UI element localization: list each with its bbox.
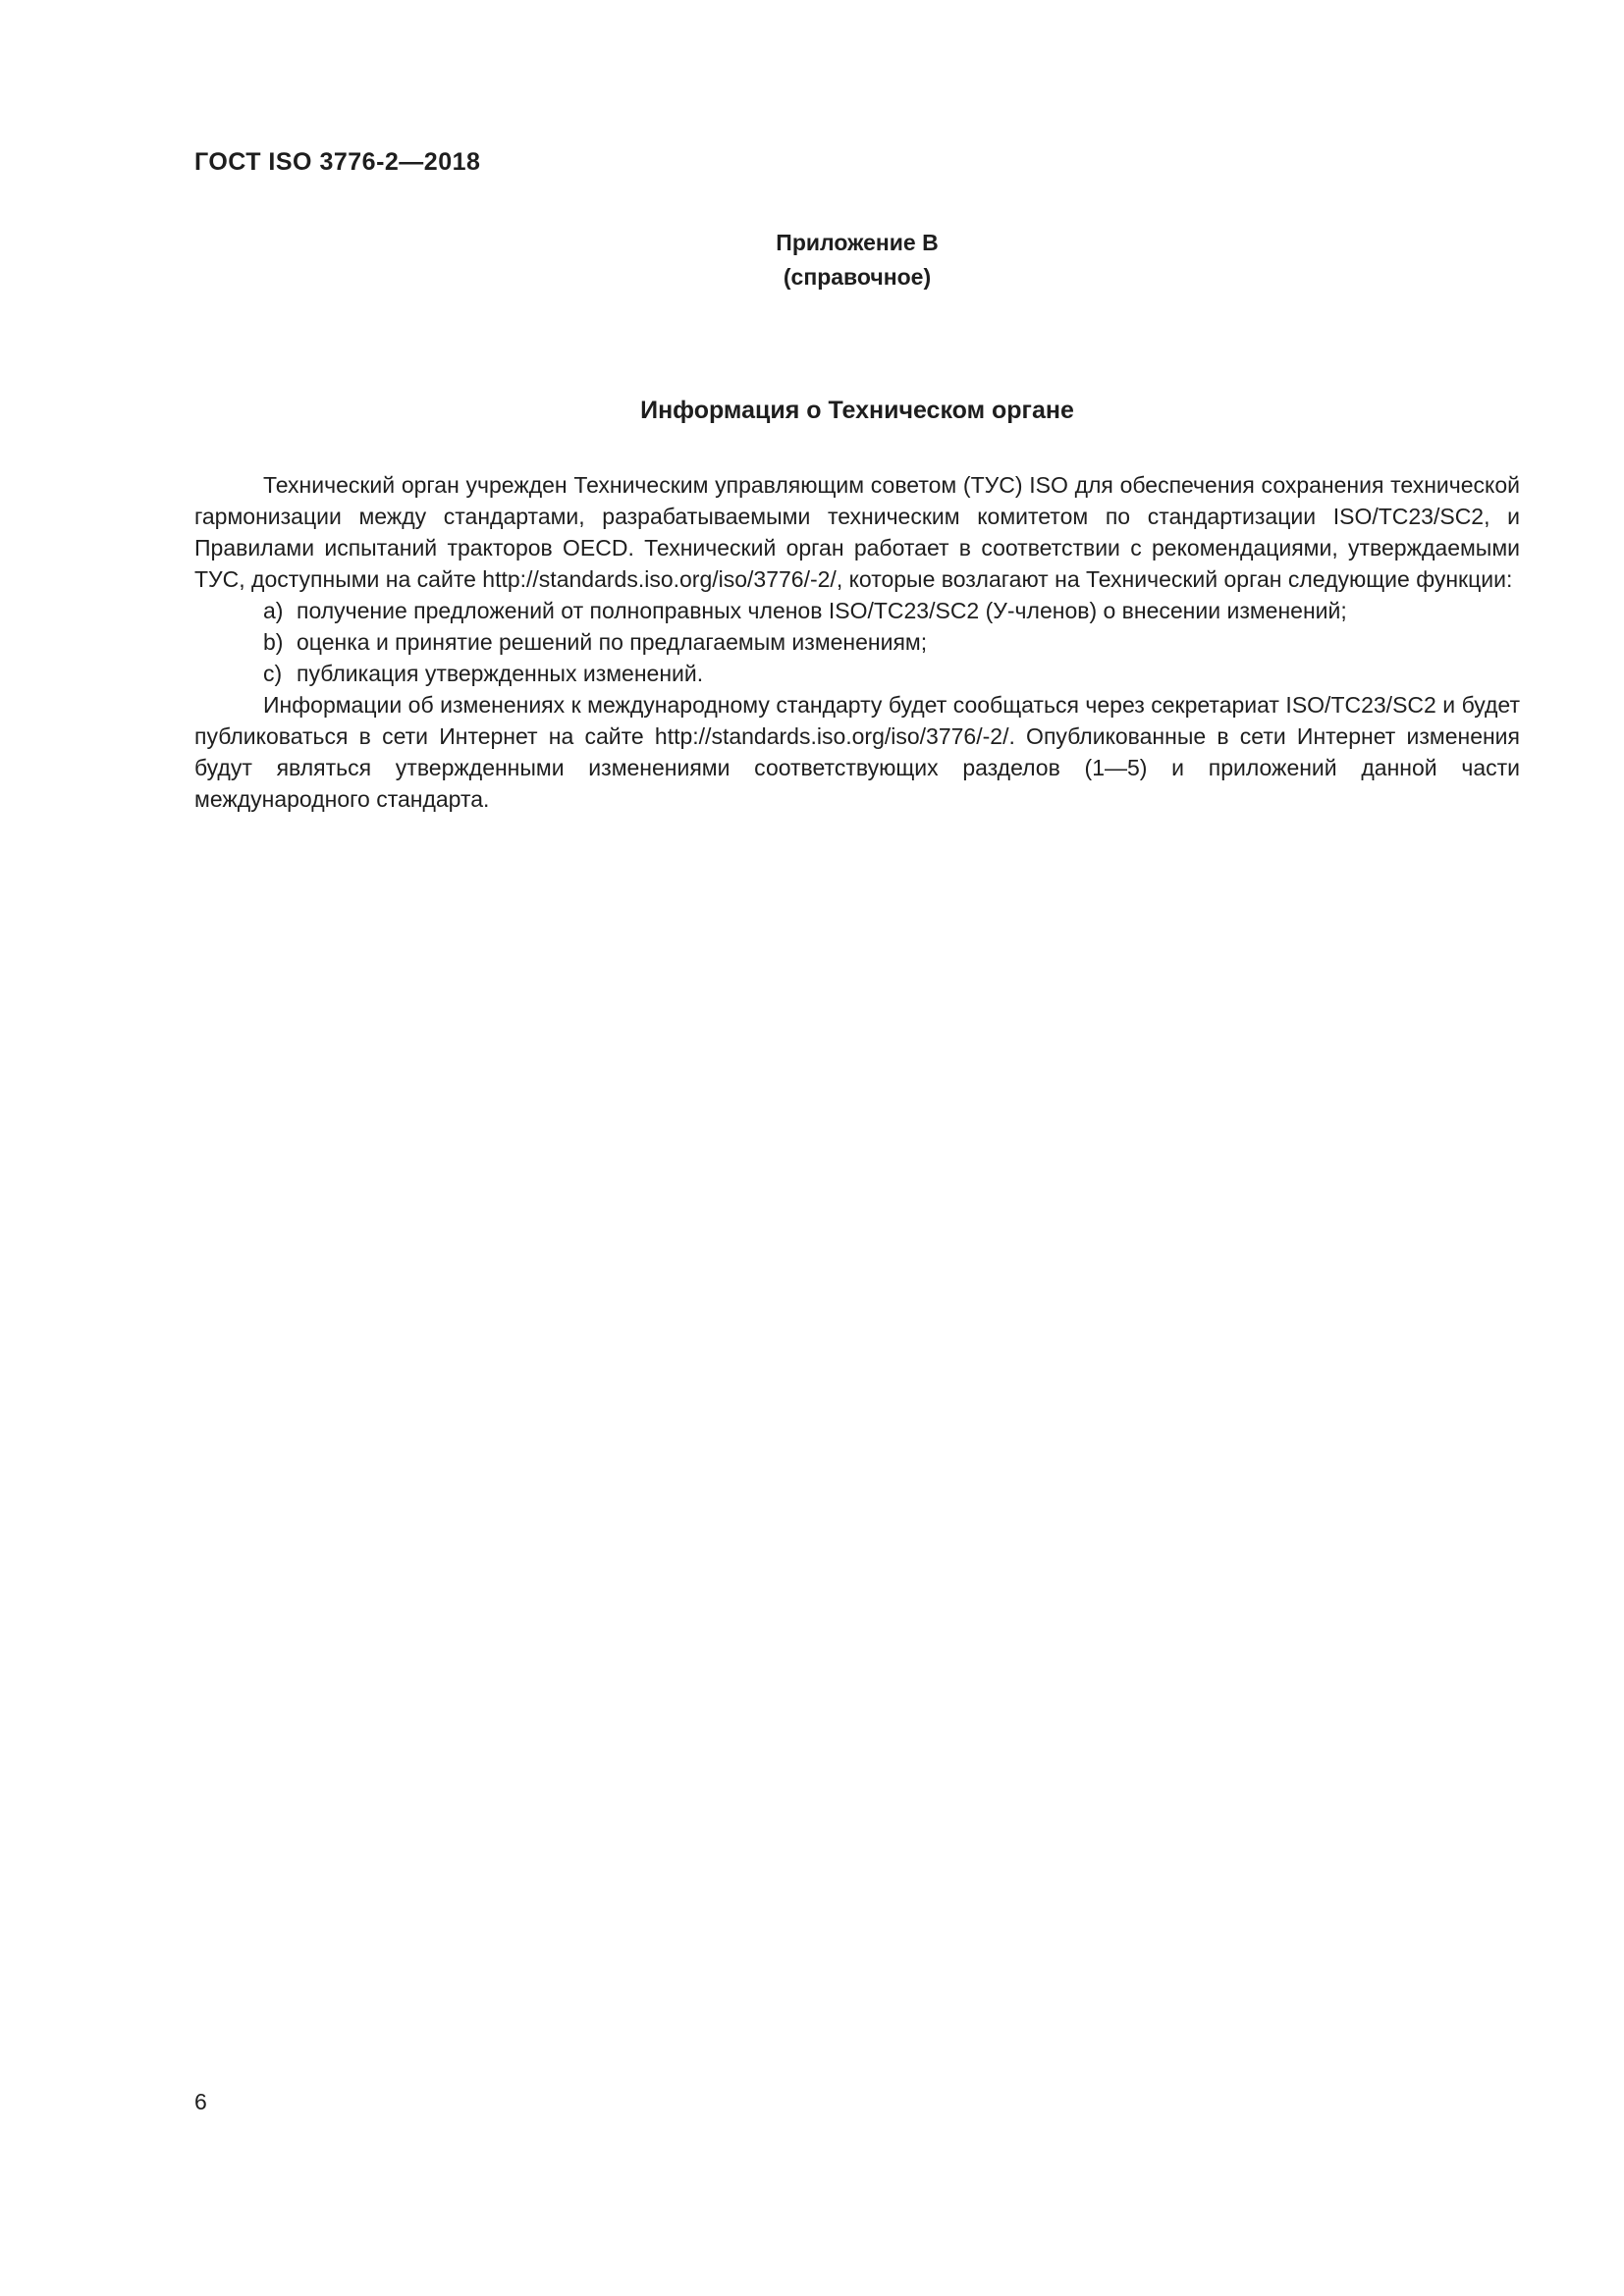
page-number: 6 (194, 2089, 207, 2114)
body-text (194, 469, 1520, 815)
list-item-text: оценка и принятие решений по предлагаемым изменениям; (297, 629, 928, 655)
list-item-marker: a) (263, 598, 284, 623)
list-item-marker: b) (263, 629, 284, 655)
paragraph-changes: Информации об изменениях к международному стандарту будет сообщаться через секретариат ISO/TC23/SC2 и будет публиковаться в сети Интернет на сайте http://standards.iso.org/iso/3776/-2/. Опубликованные в сети Интернет изменения будут являться утвержденными изменениями соответствующих разделов (1—5) и приложений данной части международного стандарта. (194, 692, 1520, 812)
section-title: Информация о Техническом органе (640, 397, 1074, 424)
paragraph-intro: Технический орган учрежден Техническим управляющим советом (ТУС) ISO для обеспечения сохранения технической гармонизации между стандартами, разрабатываемыми техническим комитетом по стандартизации ISO/TC23/SC2, и Правилами испытаний тракторов OECD. Технический орган работает в соответствии с рекомендациями, утверждаемыми ТУС, доступными на сайте http://standards.iso.org/iso/3776/-2/, которые возлагают на Технический орган следующие функции: (194, 472, 1520, 592)
list-item (194, 626, 1520, 658)
list-item-text: публикация утвержденных изменений. (297, 661, 704, 686)
list-item (194, 658, 1520, 689)
list-item-text: получение предложений от полноправных членов ISO/TC23/SC2 (У-членов) о внесении изменений; (297, 598, 1347, 623)
list-item (194, 595, 1520, 626)
annex-title: Приложение B (776, 230, 939, 255)
list-item-marker: c) (263, 661, 283, 686)
functions-list (194, 595, 1520, 689)
document-code: ГОСТ ISO 3776-2—2018 (194, 148, 481, 176)
annex-subtitle: (справочное) (783, 264, 932, 290)
annex-heading (194, 226, 1520, 294)
